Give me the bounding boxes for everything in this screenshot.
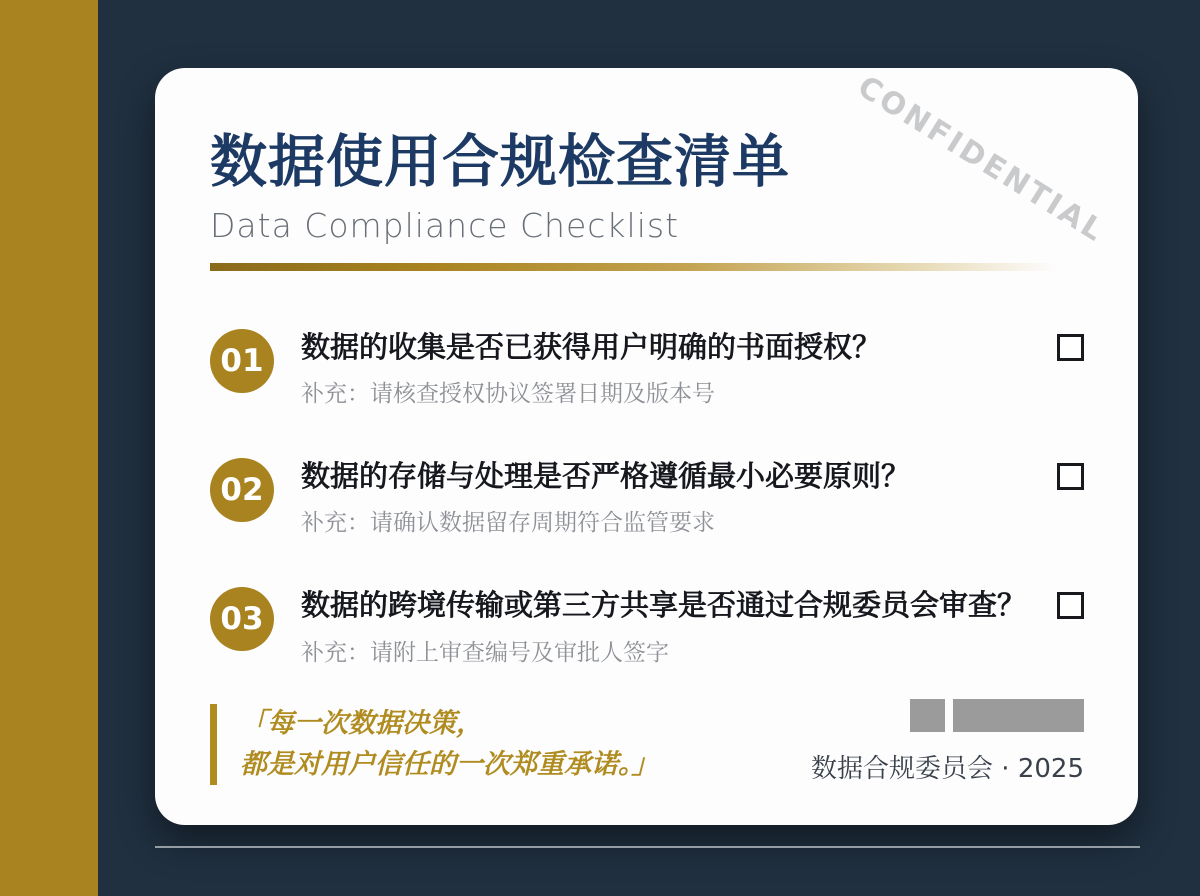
logo-placeholder-row [811,699,1084,732]
item-checkbox[interactable] [1057,592,1084,619]
item-number-badge: 02 [210,458,274,522]
credit-text: 数据合规委员会 · 2025 [811,754,1084,784]
left-gold-stripe [0,0,98,896]
item-number-badge: 01 [210,329,274,393]
confidential-watermark: CONFIDENTIAL [851,69,1112,250]
credit-block [811,699,1084,785]
page-title: 数据使用合规检查清单 [210,129,790,195]
quote-block [210,704,659,785]
page-subtitle: Data Compliance Checklist [210,205,680,245]
quote-line-2: 都是对用户信任的一次郑重承诺。」 [240,748,659,780]
logo-placeholder-bar [953,699,1084,732]
quote-line-1: 「每一次数据决策， [240,708,483,739]
item-note: 补充：请附上审查编号及审批人签字 [301,639,669,666]
item-question: 数据的存储与处理是否严格遵循最小必要原则？ [301,458,911,493]
logo-placeholder-square [910,699,945,732]
bottom-divider-line [155,846,1140,848]
checklist-item-1 [210,329,1084,408]
item-question: 数据的跨境传输或第三方共享是否通过合规委员会审查？ [301,588,1027,623]
item-text-block [301,329,1045,408]
checklist-card [155,68,1138,825]
item-note: 补充：请核查授权协议签署日期及版本号 [301,380,715,407]
item-checkbox[interactable] [1057,334,1084,361]
item-number-badge: 03 [210,587,274,651]
gold-gradient-divider [210,263,1084,271]
item-text-block [301,587,1045,666]
checklist [210,329,1084,667]
card-footer [210,699,1084,785]
item-note: 补充：请确认数据留存周期符合监管要求 [301,510,715,537]
item-question: 数据的收集是否已获得用户明确的书面授权？ [301,329,882,364]
checklist-item-3 [210,587,1084,666]
checklist-item-2 [210,458,1084,537]
item-checkbox[interactable] [1057,463,1084,490]
item-text-block [301,458,1045,537]
